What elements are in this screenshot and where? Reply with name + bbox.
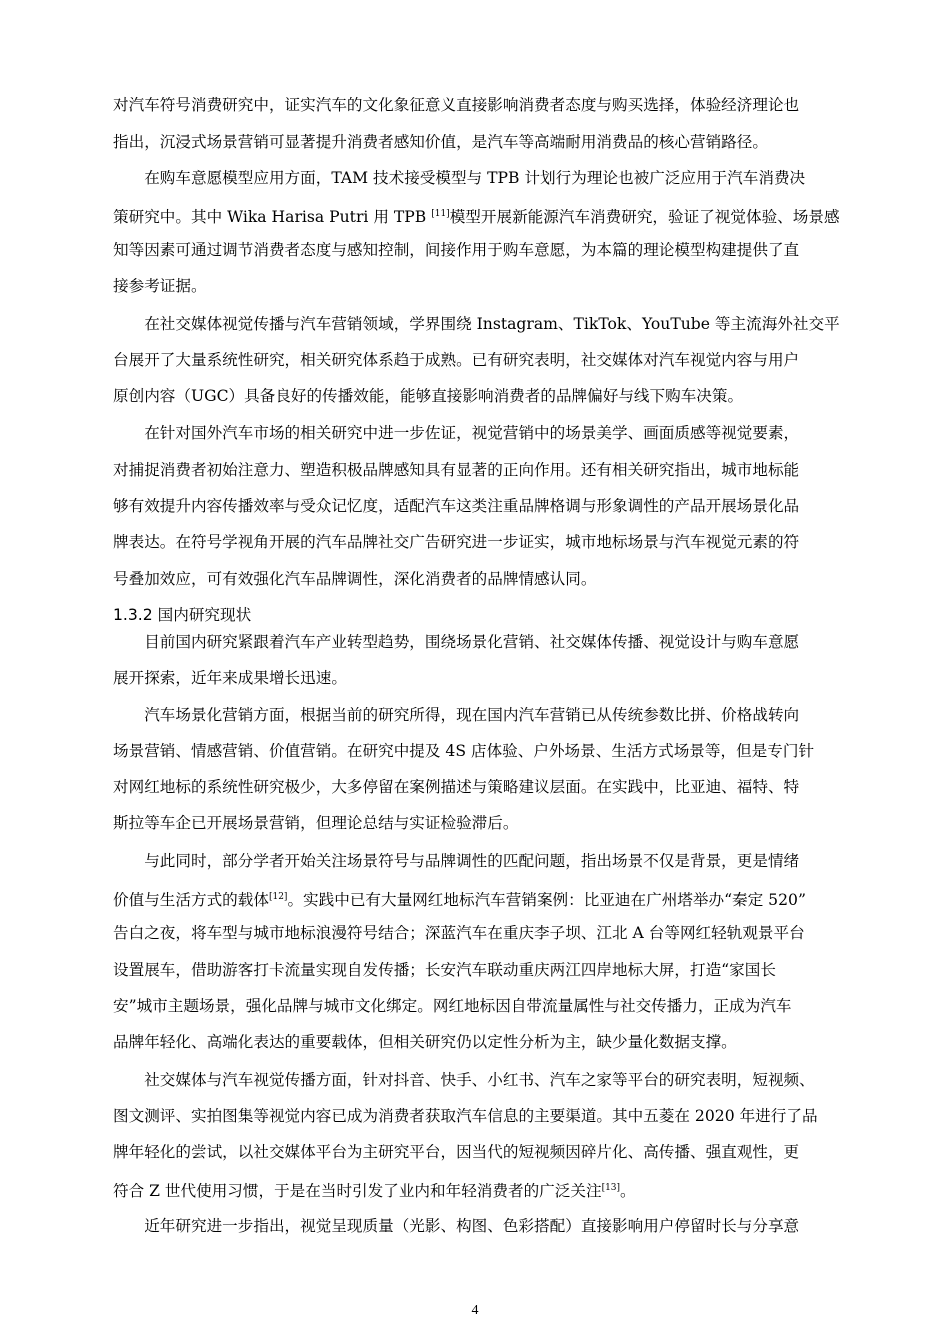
text-line: 策研究中。其中 Wika Harisa Putri 用 TPB [11]模型开展新能源汽车消费研究，验证了视觉体验、场景感 (113, 208, 840, 227)
text-line: 牌表达。在符号学视角开展的汽车品牌社交广告研究进一步证实，城市地标场景与汽车视觉元素的符 (113, 533, 800, 551)
section-heading: 1.3.2 国内研究现状 (113, 606, 252, 624)
text-line: 指出，沉浸式场景营销可显著提升消费者感知价值，是汽车等高端耐用消费品的核心营销路径。 (113, 133, 768, 151)
text-line: 原创内容（UGC）具备良好的传播效能，能够直接影响消费者的品牌偏好与线下购车决策。 (113, 387, 744, 405)
text-line: 目前国内研究紧跟着汽车产业转型趋势，围绕场景化营销、社交媒体传播、视觉设计与购车意愿 (113, 633, 800, 651)
text-line: 牌年轻化的尝试，以社交媒体平台为主研究平台，因当代的短视频因碎片化、高传播、强直观性，更 (113, 1143, 800, 1161)
text-line: 符合 Z 世代使用习惯，于是在当时引发了业内和年轻消费者的广泛关注[13]。 (113, 1182, 636, 1201)
text-line: 接参考证据。 (113, 277, 207, 295)
text-line: 图文测评、实拍图集等视觉内容已成为消费者获取汽车信息的主要渠道。其中五菱在 2020 年进行了品 (113, 1107, 818, 1125)
text-line: 设置展车，借助游客打卡流量实现自发传播；长安汽车联动重庆两江四岸地标大屏，打造“家国长 (113, 961, 776, 979)
text-line: 在购车意愿模型应用方面，TAM 技术接受模型与 TPB 计划行为理论也被广泛应用于汽车消费决 (113, 169, 806, 187)
text-line: 告白之夜，将车型与城市地标浪漫符号结合；深蓝汽车在重庆李子坝、江北 A 台等网红轻轨观景平台 (113, 924, 805, 942)
text-line: 安”城市主题场景，强化品牌与城市文化绑定。网红地标因自带流量属性与社交传播力，正成为汽车 (113, 997, 792, 1015)
text-line: 对汽车符号消费研究中，证实汽车的文化象征意义直接影响消费者态度与购买选择，体验经济理论也 (113, 96, 800, 114)
text-line: 号叠加效应，可有效强化汽车品牌调性，深化消费者的品牌情感认同。 (113, 570, 597, 588)
text-line: 台展开了大量系统性研究，相关研究体系趋于成熟。已有研究表明，社交媒体对汽车视觉内容与用户 (113, 351, 800, 369)
text-line: 价值与生活方式的载体[12]。实践中已有大量网红地标汽车营销案例：比亚迪在广州塔举办“秦定 520” (113, 891, 806, 910)
page-number: 4 (471, 1303, 479, 1318)
text-line: 展开探索，近年来成果增长迅速。 (113, 669, 347, 687)
text-line: 在针对国外汽车市场的相关研究中进一步佐证，视觉营销中的场景美学、画面质感等视觉要素， (113, 424, 800, 442)
text-line: 对捕捉消费者初始注意力、塑造积极品牌感知具有显著的正向作用。还有相关研究指出，城市地标能 (113, 461, 800, 479)
text-line: 社交媒体与汽车视觉传播方面，针对抖音、快手、小红书、汽车之家等平台的研究表明，短视频、 (113, 1071, 815, 1089)
text-line: 在社交媒体视觉传播与汽车营销领域，学界围绕 Instagram、TikTok、YouTube 等主流海外社交平 (113, 315, 840, 333)
text-line: 近年研究进一步指出，视觉呈现质量（光影、构图、色彩搭配）直接影响用户停留时长与分享意 (113, 1217, 800, 1235)
text-line: 场景营销、情感营销、价值营销。在研究中提及 4S 店体验、户外场景、生活方式场景等，但是专门针 (113, 742, 815, 760)
text-line: 汽车场景化营销方面，根据当前的研究所得，现在国内汽车营销已从传统参数比拼、价格战转向 (113, 706, 800, 724)
text-line: 够有效提升内容传播效率与受众记忆度，适配汽车这类注重品牌格调与形象调性的产品开展场景化品 (113, 497, 800, 515)
text-line: 与此同时，部分学者开始关注场景符号与品牌调性的匹配问题，指出场景不仅是背景，更是情绪 (113, 852, 800, 870)
text-line: 斯拉等车企已开展场景营销，但理论总结与实证检验滞后。 (113, 814, 519, 832)
text-line: 对网红地标的系统性研究极少，大多停留在案例描述与策略建议层面。在实践中，比亚迪、福特、特 (113, 778, 800, 796)
text-line: 品牌年轻化、高端化表达的重要载体，但相关研究仍以定性分析为主，缺少量化数据支撑。 (113, 1033, 737, 1051)
text-line: 知等因素可通过调节消费者态度与感知控制，间接作用于购车意愿，为本篇的理论模型构建提供了直 (113, 241, 800, 259)
